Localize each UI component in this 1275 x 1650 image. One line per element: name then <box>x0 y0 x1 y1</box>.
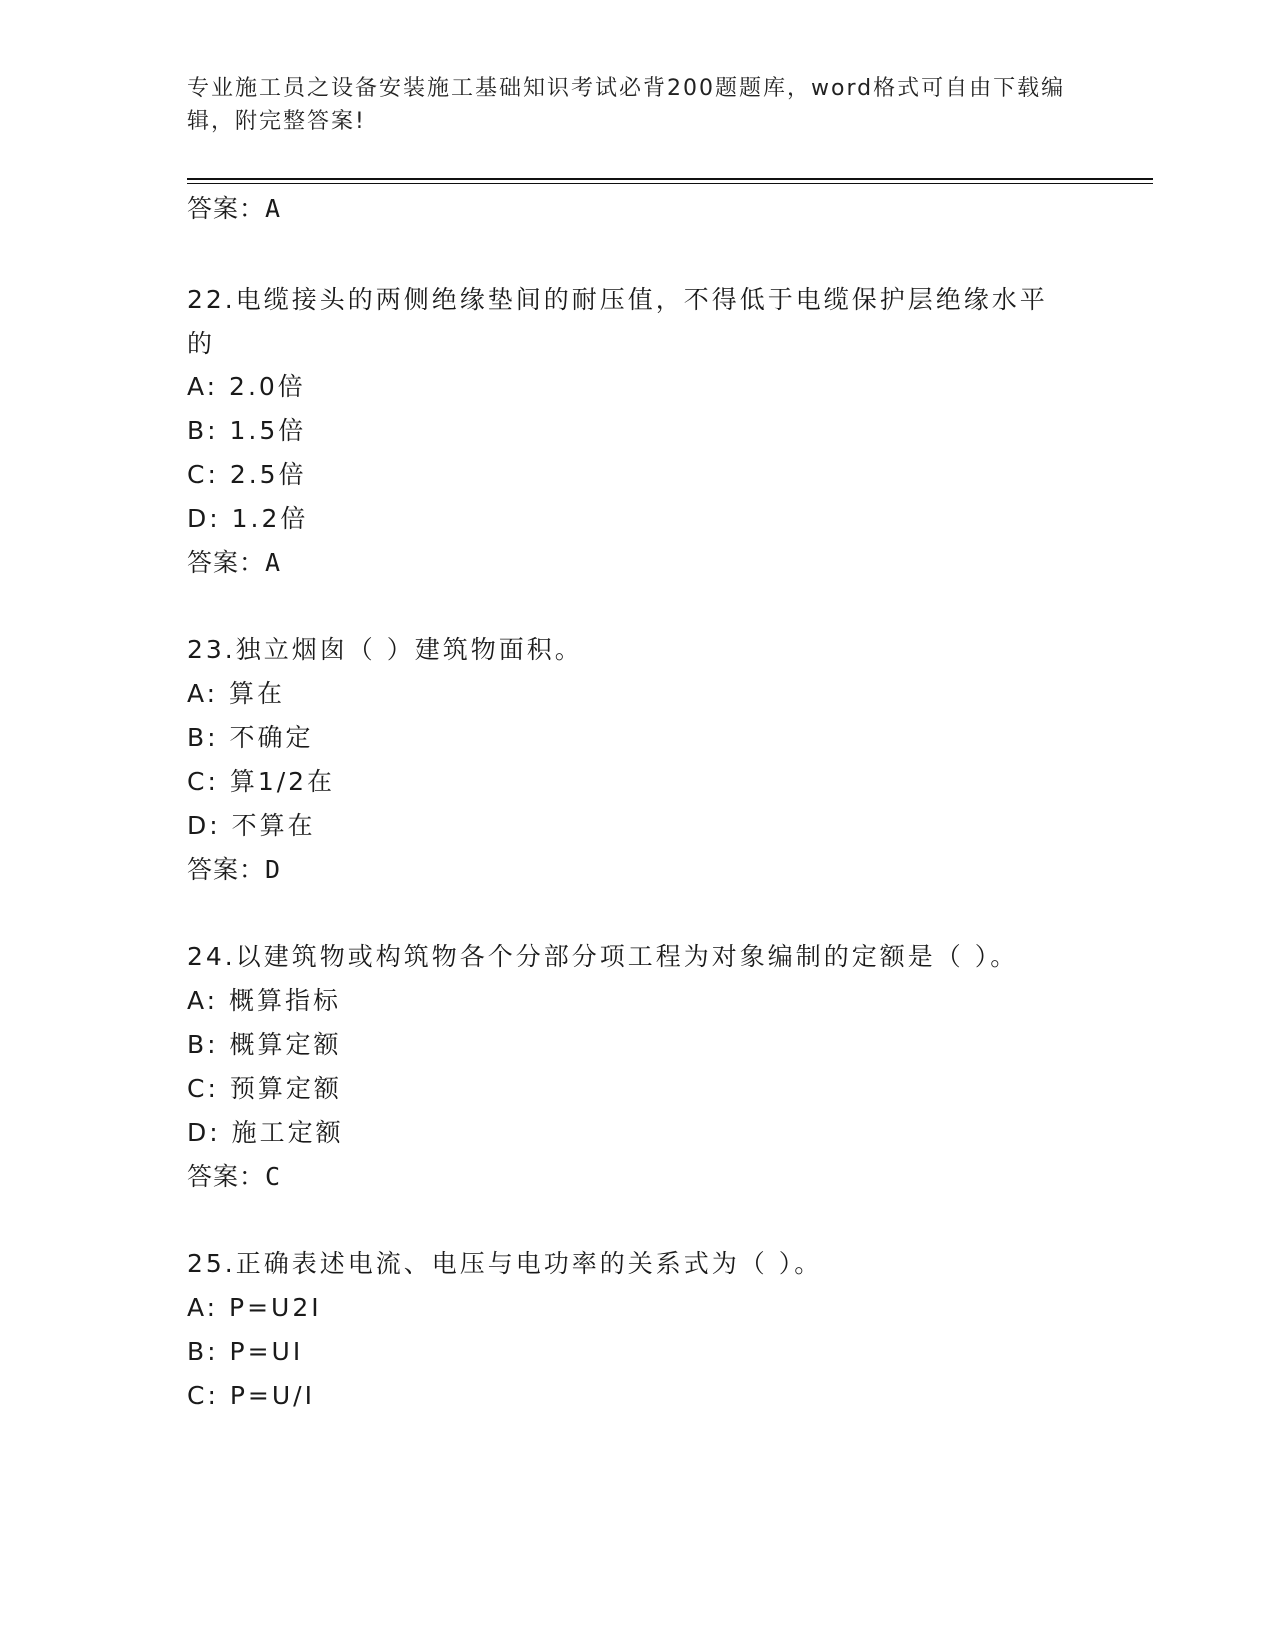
question-23-option-a: A: 算在 <box>187 679 286 708</box>
question-24-answer: 答案：C <box>187 1162 282 1191</box>
question-22-option-b: B: 1.5倍 <box>187 416 307 445</box>
question-24-option-b: B: 概算定额 <box>187 1030 342 1059</box>
question-22-option-a: A: 2.0倍 <box>187 372 306 401</box>
document-header: 专业施工员之设备安装施工基础知识考试必背200题题库，word格式可自由下载编辑，附完整答案! <box>187 76 1066 134</box>
question-23-option-b: B: 不确定 <box>187 723 314 752</box>
question-24-option-a: A: 概算指标 <box>187 986 342 1015</box>
question-22-stem: 22.电缆接头的两侧绝缘垫间的耐压值，不得低于电缆保护层绝缘水平的 <box>187 285 1048 358</box>
question-23-stem: 23.独立烟囱（ ）建筑物面积。 <box>187 635 583 664</box>
question-22-option-c: C: 2.5倍 <box>187 460 307 489</box>
question-25-option-a: A: P=U2I <box>187 1293 322 1322</box>
question-23-option-d: D: 不算在 <box>187 811 316 840</box>
header-rule-thin <box>187 183 1153 184</box>
question-24-stem: 24.以建筑物或构筑物各个分部分项工程为对象编制的定额是（ ）。 <box>187 942 1019 971</box>
question-22-answer: 答案：A <box>187 548 282 577</box>
question-22-option-d: D: 1.2倍 <box>187 504 309 533</box>
previous-answer: 答案：A <box>187 194 282 223</box>
question-23-answer: 答案：D <box>187 855 282 884</box>
question-25-option-c: C: P=U/I <box>187 1381 315 1410</box>
question-25-stem: 25.正确表述电流、电压与电功率的关系式为（ ）。 <box>187 1249 823 1278</box>
question-24-option-d: D: 施工定额 <box>187 1118 344 1147</box>
question-24-option-c: C: 预算定额 <box>187 1074 342 1103</box>
question-23-option-c: C: 算1/2在 <box>187 767 336 796</box>
question-25-option-b: B: P=UI <box>187 1337 304 1366</box>
header-rule-thick <box>187 178 1153 180</box>
